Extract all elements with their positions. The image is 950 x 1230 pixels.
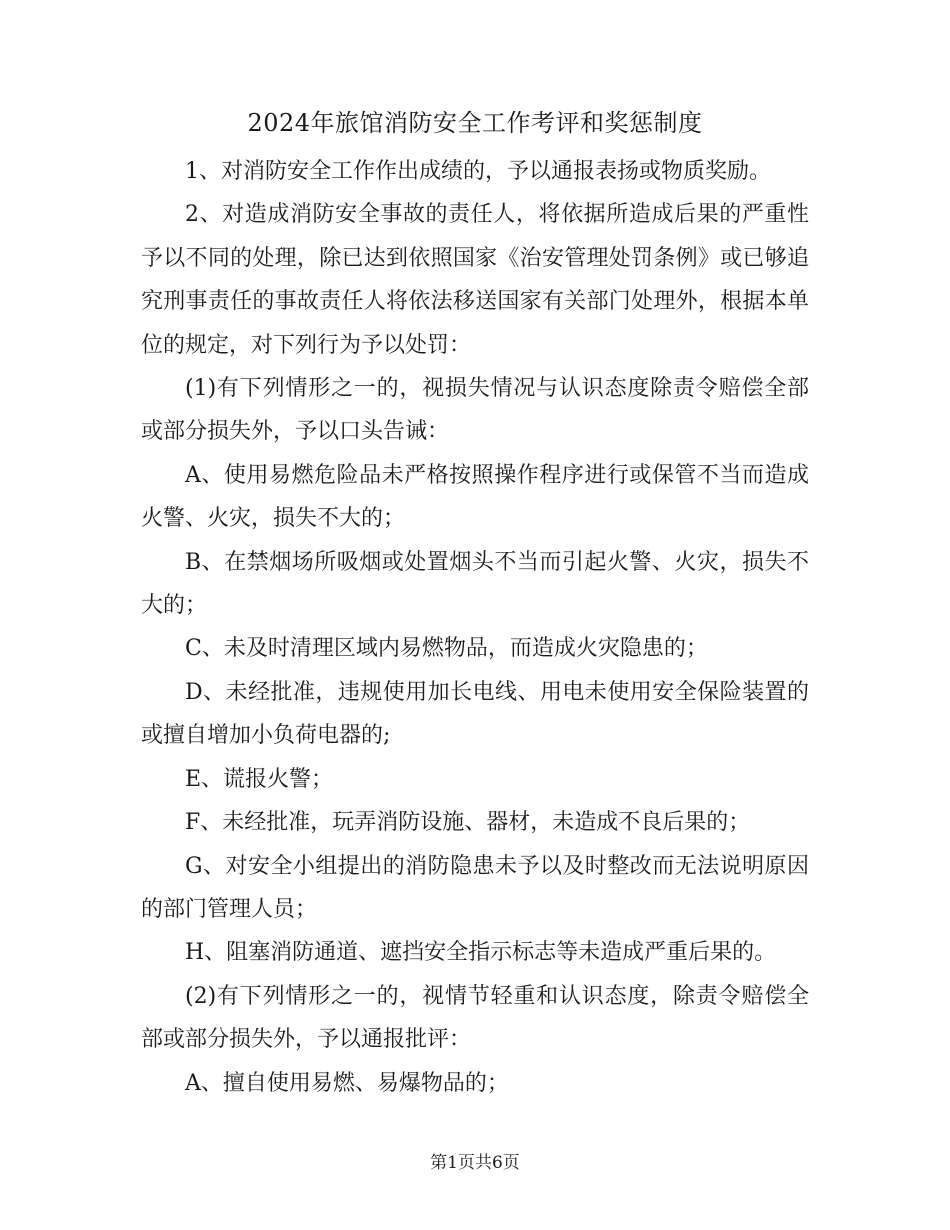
- paragraph-1: 1、对消防安全工作作出成绩的，予以通报表扬或物质奖励。: [185, 159, 771, 184]
- document-title: 2024年旅馆消防安全工作考评和奖惩制度: [247, 109, 703, 137]
- paragraph-11: H、阻塞消防通道、遮挡安全指示标志等未造成严重后果的。: [185, 940, 777, 966]
- paragraph-8: E、谎报火警；: [185, 766, 334, 792]
- paragraph-2: 2、对造成消防安全事故的责任人，将依据所造成后果的严重性予以不同的处理，除已达到依照国家《治安管理处罚条例》或已够追究刑事责任的事故责任人将依法移送国家有关部门处理外，根据本单位的规定，对下列行为予以处罚：: [141, 202, 809, 358]
- paragraph-6: C、未及时清理区域内易燃物品，而造成火灾隐患的；: [185, 636, 708, 662]
- paragraph-7: D、未经批准，违规使用加长电线、用电未使用安全保险装置的或擅自增加小负荷电器的;: [141, 679, 809, 749]
- paragraph-12: (2)有下列情形之一的，视情节轻重和认识态度，除责令赔偿全部或部分损失外，予以通报批评：: [141, 983, 809, 1053]
- paragraph-4: A、使用易燃危险品未严格按照操作程序进行或保管不当而造成火警、火灾，损失不大的；: [141, 462, 809, 532]
- paragraph-3: (1)有下列情形之一的，视损失情况与认识态度除责令赔偿全部或部分损失外，予以口头告诫：: [141, 376, 809, 445]
- paragraph-10: G、对安全小组提出的消防隐患未予以及时整改而无法说明原因的部门管理人员；: [141, 853, 809, 922]
- document-body: [141, 150, 809, 1105]
- page-number-footer: 第1页共6页: [430, 1153, 520, 1173]
- paragraph-5: B、在禁烟场所吸烟或处置烟头不当而引起火警、火灾，损失不大的；: [141, 549, 809, 619]
- paragraph-13: A、擅自使用易燃、易爆物品的；: [185, 1070, 509, 1096]
- paragraph-9: F、未经批准，玩弄消防设施、器材，未造成不良后果的；: [185, 810, 751, 836]
